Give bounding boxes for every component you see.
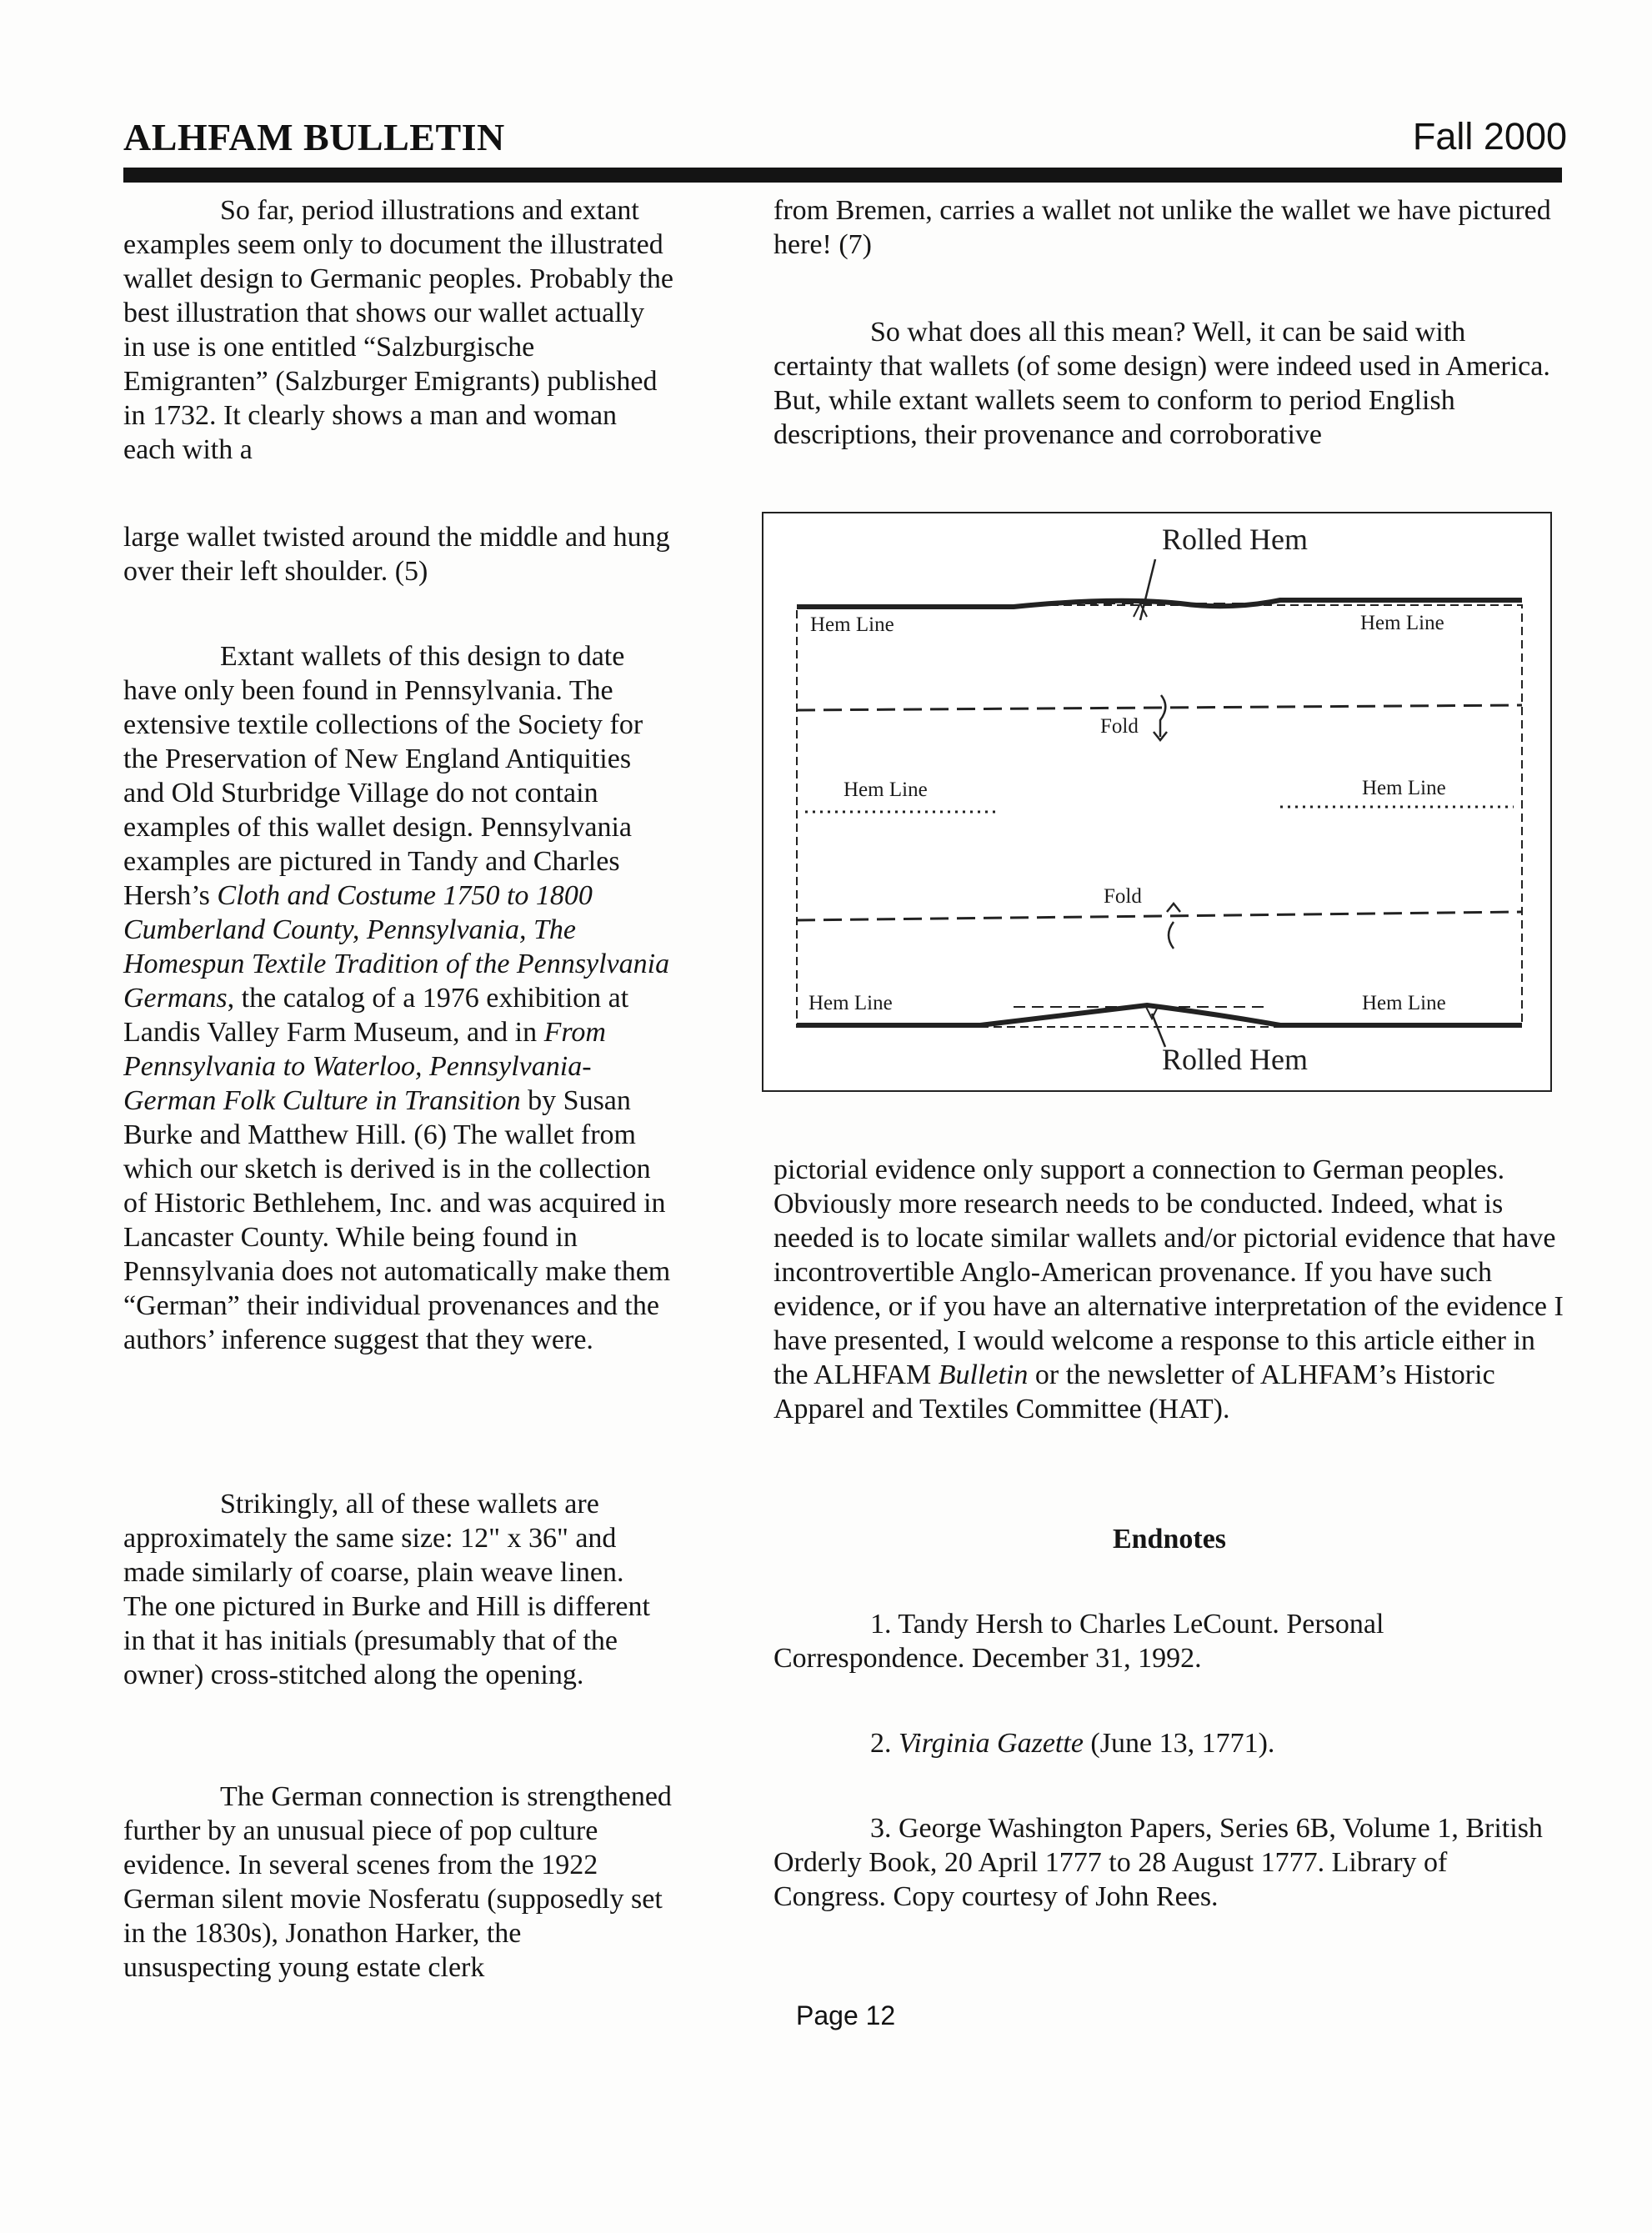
text-run: (June 13, 1771). [1083, 1728, 1275, 1759]
masthead [123, 115, 1567, 165]
endnotes-heading: Endnotes [1112, 1524, 1227, 1555]
label-hem-line-1-left: Hem Line [810, 613, 894, 636]
label-rolled-hem-bottom: Rolled Hem [1162, 1043, 1308, 1076]
label-rolled-hem-top: Rolled Hem [1162, 523, 1308, 556]
page-number: Page 12 [796, 2000, 896, 2030]
text-run: or the newsletter of ALHFAM’s Historic Apparel and Textiles Committee (HAT). [773, 1359, 1495, 1424]
label-hem-line-1-right: Hem Line [1360, 612, 1444, 634]
text-run: pictorial evidence only support a connection to German peoples. Obviously more research needs to be conducted. Indeed, what is needed is to locate similar wallets and/or pictorial evidence that have incontrovertible Anglo-American provenance. If you have such evidence, or if you have an alternative interpretation of the evidence I have presented, I would welcome a response to this article either in the ALHFAM [773, 1154, 1564, 1390]
fold-line-2 [797, 912, 1522, 920]
left-paragraph-4: Strikingly, all of these wallets are approximately the same size: 12" x 36" and made similarly of coarse, plain weave linen. The one pictured in Burke and Hill is different in that it has initials (presumably that of the owner) cross-stitched along the opening. [123, 1489, 650, 1690]
label-fold-2: Fold [1104, 885, 1142, 908]
right-paragraph-3 [773, 1153, 1565, 1426]
endnote-2 [773, 1726, 1565, 1760]
gazette-title: Virginia Gazette [899, 1728, 1084, 1759]
endnote-3: 3. George Washington Papers, Series 6B, Volume 1, British Orderly Book, 20 April 1777 to 28 August 1777. Library of Congress. Copy courtesy of John Rees. [773, 1813, 1543, 1912]
text-run: Extant wallets of this design to date have only been found in Pennsylvania. The extensive textile collections of the Society for the Preservation of New England Antiquities and Old Sturbridge Village do not contain examples of this wallet design. Pennsylvania examples are pictured in Tandy and Charles Hersh’s [123, 641, 643, 911]
text-run: by Susan Burke and Matthew Hill. (6) The wallet from which our sketch is derived is in the collection of Historic Bethlehem, Inc. and was acquired in Lancaster County. While being found in Pennsylvania does not automatically make them “German” their individual provenances and the authors’ inference suggest that they were. [123, 1085, 671, 1355]
text-run: 2. [870, 1728, 899, 1759]
fold-line-1 [797, 705, 1522, 710]
left-paragraph-3 [123, 639, 673, 1357]
book-title-1: Cloth and Costume 1750 to 1800 Cumberland County, Pennsylvania, The Homespun Textile Tradition of the Pennsylvania Germans [123, 880, 670, 1014]
bulletin-title: Bulletin [938, 1359, 1029, 1390]
fold-arrow-2 [1169, 922, 1174, 949]
label-hem-line-3-right: Hem Line [1362, 992, 1446, 1014]
wallet-diagram [762, 512, 1552, 1092]
header-rule [123, 168, 1562, 183]
label-fold-1: Fold [1100, 715, 1139, 738]
publication-title: ALHFAM BULLETIN [123, 116, 505, 158]
endnote-1: 1. Tandy Hersh to Charles LeCount. Personal Correspondence. December 31, 1992. [773, 1609, 1384, 1674]
issue-date: Fall 2000 [1412, 115, 1567, 158]
left-paragraph-5: The German connection is strengthened further by an unusual piece of pop culture evidence. In several scenes from the 1922 German silent movie Nosferatu (supposedly set in the 1830s), Jonathon Harker, the unsuspecting young estate clerk [123, 1781, 672, 1983]
right-paragraph-1: from Bremen, carries a wallet not unlike the wallet we have pictured here! (7) [773, 195, 1551, 260]
rolled-hem-top-leader [1140, 559, 1155, 620]
left-paragraph-2: large wallet twisted around the middle and hung over their left shoulder. (5) [123, 522, 670, 587]
left-paragraph-1: So far, period illustrations and extant examples seem only to document the illustrated wallet design to Germanic peoples. Probably the best illustration that shows our wallet actually in use is one entitled “Salzburgische Emigranten” (Salzburger Emigrants) published in 1732. It clearly shows a man and woman each with a [123, 195, 673, 465]
label-hem-line-3-left: Hem Line [808, 992, 893, 1014]
right-paragraph-2: So what does all this mean? Well, it can be said with certainty that wallets (of some design) were indeed used in America. But, while extant wallets seem to conform to period English descriptions, their provenance and corroborative [773, 317, 1550, 450]
label-hem-line-2-left: Hem Line [844, 779, 928, 801]
label-hem-line-2-right: Hem Line [1362, 777, 1446, 799]
fold-arrow-1 [1160, 695, 1165, 737]
text-run: , the catalog of a 1976 exhibition at Landis Valley Farm Museum, and in [123, 983, 629, 1048]
book-title-2: From Pennsylvania to Waterloo, Pennsylvania-German Folk Culture in Transition [123, 1017, 606, 1116]
wallet-outline [797, 605, 1522, 1027]
